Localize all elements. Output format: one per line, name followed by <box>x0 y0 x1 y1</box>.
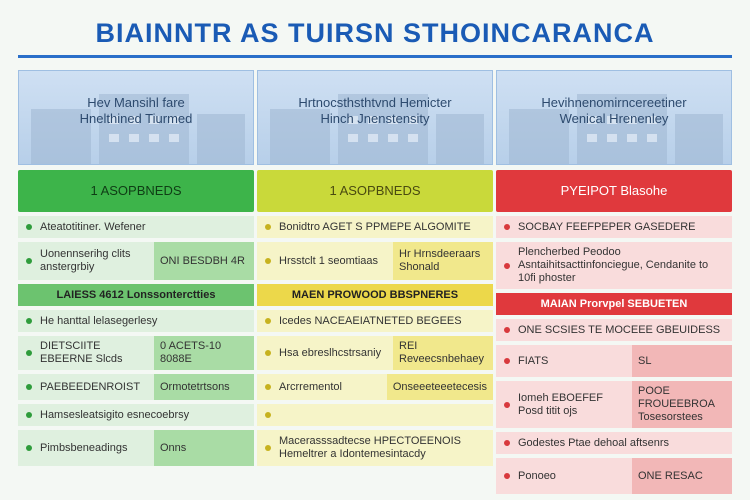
list-item <box>496 345 732 377</box>
list-item <box>18 336 254 370</box>
list-item <box>18 216 254 238</box>
item-label: Bonidtro AGET S PPMEPE ALGOMITE <box>279 220 471 233</box>
item-label: Ateatotitiner. Wefener <box>40 220 146 233</box>
bullet-icon <box>265 445 271 451</box>
item-value: ONI BESDBH 4R <box>154 242 254 280</box>
bullet-icon <box>504 440 510 446</box>
bullet-icon <box>265 412 271 418</box>
section-header-row <box>257 284 493 306</box>
item-value: REI Reveecsnbehaey <box>393 336 493 370</box>
item-label: Pimbsbeneadings <box>40 441 128 454</box>
item-label: SOCBAY FEEFPEPER GASEDERE <box>518 220 696 233</box>
list-item <box>257 374 493 400</box>
item-value: Ormotetrtsons <box>154 374 254 400</box>
section-header-label: LAIESS 4612 Lonssonterctties <box>56 289 216 301</box>
item-label: Ponoeo <box>518 469 556 482</box>
list-item <box>257 310 493 332</box>
list-item <box>496 242 732 289</box>
photo-caption-line: Wenical Hrenenley <box>559 111 669 126</box>
item-label: DIETSCIITE EBEERNE Slcds <box>40 340 123 365</box>
bullet-icon <box>26 318 32 324</box>
item-label <box>279 411 493 419</box>
item-value: SL <box>632 345 732 377</box>
bullet-icon <box>265 258 271 264</box>
bullet-icon <box>26 350 32 356</box>
bullet-icon <box>26 258 32 264</box>
list-item <box>496 432 732 454</box>
photo-caption-line: Hrtnocsthsthtvnd Hemicter <box>298 95 452 110</box>
bullet-icon <box>504 402 510 408</box>
bullet-icon <box>265 350 271 356</box>
window-shape <box>388 134 398 142</box>
item-label: FIATS <box>518 354 549 367</box>
window-shape <box>129 134 139 142</box>
bullet-icon <box>26 412 32 418</box>
page-title: BIAINNTR AS TUIRSN STHOINCARANCA <box>95 18 655 48</box>
column-rows <box>18 216 254 470</box>
window-shape <box>109 134 119 142</box>
bullet-icon <box>26 384 32 390</box>
section-header-row <box>18 284 254 306</box>
photo-caption <box>19 95 253 127</box>
window-shape <box>149 134 159 142</box>
list-item <box>257 404 493 426</box>
comparison-column <box>496 70 732 500</box>
list-item <box>496 319 732 341</box>
column-heading-band: PYEIPOT Blasohe <box>496 170 732 212</box>
photo-caption-line: Hinch Jnenstensity <box>320 111 430 126</box>
photo-caption-line: Hev Mansihl fare <box>87 95 185 110</box>
section-header-label: MAEN PROWOOD BBSPNERES <box>291 289 459 301</box>
column-photo <box>496 70 732 165</box>
item-label: Plencherbed Peodoo Asntaihitsacttinfonciegue, Cendanite to 10fi phoster <box>518 246 709 284</box>
list-item <box>257 336 493 370</box>
item-label: ONE SCSIES TE MOCEEE GBEUIDESS <box>518 323 721 336</box>
column-heading-band: 1 ASOPBNEDS <box>257 170 493 212</box>
item-value: ONE RESAC <box>632 458 732 494</box>
item-value: Onseeeteeetecesis <box>387 374 493 400</box>
title-divider <box>18 55 732 58</box>
bullet-icon <box>504 473 510 479</box>
section-header-label: MAIAN Prorvpel SEBUETEN <box>540 298 688 310</box>
window-shape <box>607 134 617 142</box>
comparison-column <box>257 70 493 500</box>
item-value: Onns <box>154 430 254 466</box>
bullet-icon <box>504 263 510 269</box>
list-item <box>257 430 493 466</box>
item-label: Iomeh EBOEFEF Posd titit ojs <box>518 391 603 417</box>
bullet-icon <box>504 327 510 333</box>
item-label: Uonennserihg clits anstergrbiy <box>40 248 131 273</box>
column-heading-band: 1 ASOPBNEDS <box>18 170 254 212</box>
bullet-icon <box>265 224 271 230</box>
item-value: 0 ACETS-10 8088E <box>154 336 254 370</box>
bullet-icon <box>504 358 510 364</box>
item-label: Icedes NACEAEIATNETED BEGEES <box>279 314 462 327</box>
bullet-icon <box>265 384 271 390</box>
list-item <box>18 310 254 332</box>
list-item <box>257 216 493 238</box>
item-label: Hrsstclt 1 seomtiaas <box>279 254 379 267</box>
item-label: Arcrrementol <box>279 380 342 393</box>
bullet-icon <box>26 445 32 451</box>
section-header-row <box>496 293 732 315</box>
column-photo <box>257 70 493 165</box>
window-shape <box>348 134 358 142</box>
list-item <box>18 374 254 400</box>
window-shape <box>408 134 418 142</box>
photo-caption <box>258 95 492 127</box>
list-item <box>496 216 732 238</box>
list-item <box>18 404 254 426</box>
item-value: Hr Hrnsdeeraars Shonald <box>393 242 493 280</box>
item-value: POOE FROUEEBROA Tosesorstees <box>632 381 732 428</box>
bullet-icon <box>26 224 32 230</box>
column-rows <box>257 216 493 470</box>
item-label: Godestes Ptae dehoal aftsenrs <box>518 436 670 449</box>
window-shape <box>647 134 657 142</box>
list-item <box>257 242 493 280</box>
item-label: Hsa ebreslhcstrsaniy <box>279 346 382 359</box>
window-shape <box>587 134 597 142</box>
list-item <box>18 242 254 280</box>
list-item <box>496 458 732 494</box>
item-label: PAEBEEDENROIST <box>40 380 141 393</box>
photo-caption-line: Hevihnenomirncereetiner <box>541 95 687 110</box>
window-shape <box>169 134 179 142</box>
photo-caption <box>497 95 731 127</box>
item-label: Hamsesleatsigito esnecoebrsy <box>40 408 190 421</box>
list-item <box>496 381 732 428</box>
column-rows <box>496 216 732 498</box>
photo-caption-line: Hnelthined Tiurmed <box>79 111 193 126</box>
item-label: He hanttal lelasegerlesy <box>40 314 158 327</box>
item-label: Macerasssadtecse HPECTOEENOIS Hemeltrer a Idontemesintacdy <box>279 435 461 460</box>
comparison-column <box>18 70 254 500</box>
list-item <box>18 430 254 466</box>
window-shape <box>627 134 637 142</box>
column-photo <box>18 70 254 165</box>
bullet-icon <box>504 224 510 230</box>
window-shape <box>368 134 378 142</box>
bullet-icon <box>265 318 271 324</box>
